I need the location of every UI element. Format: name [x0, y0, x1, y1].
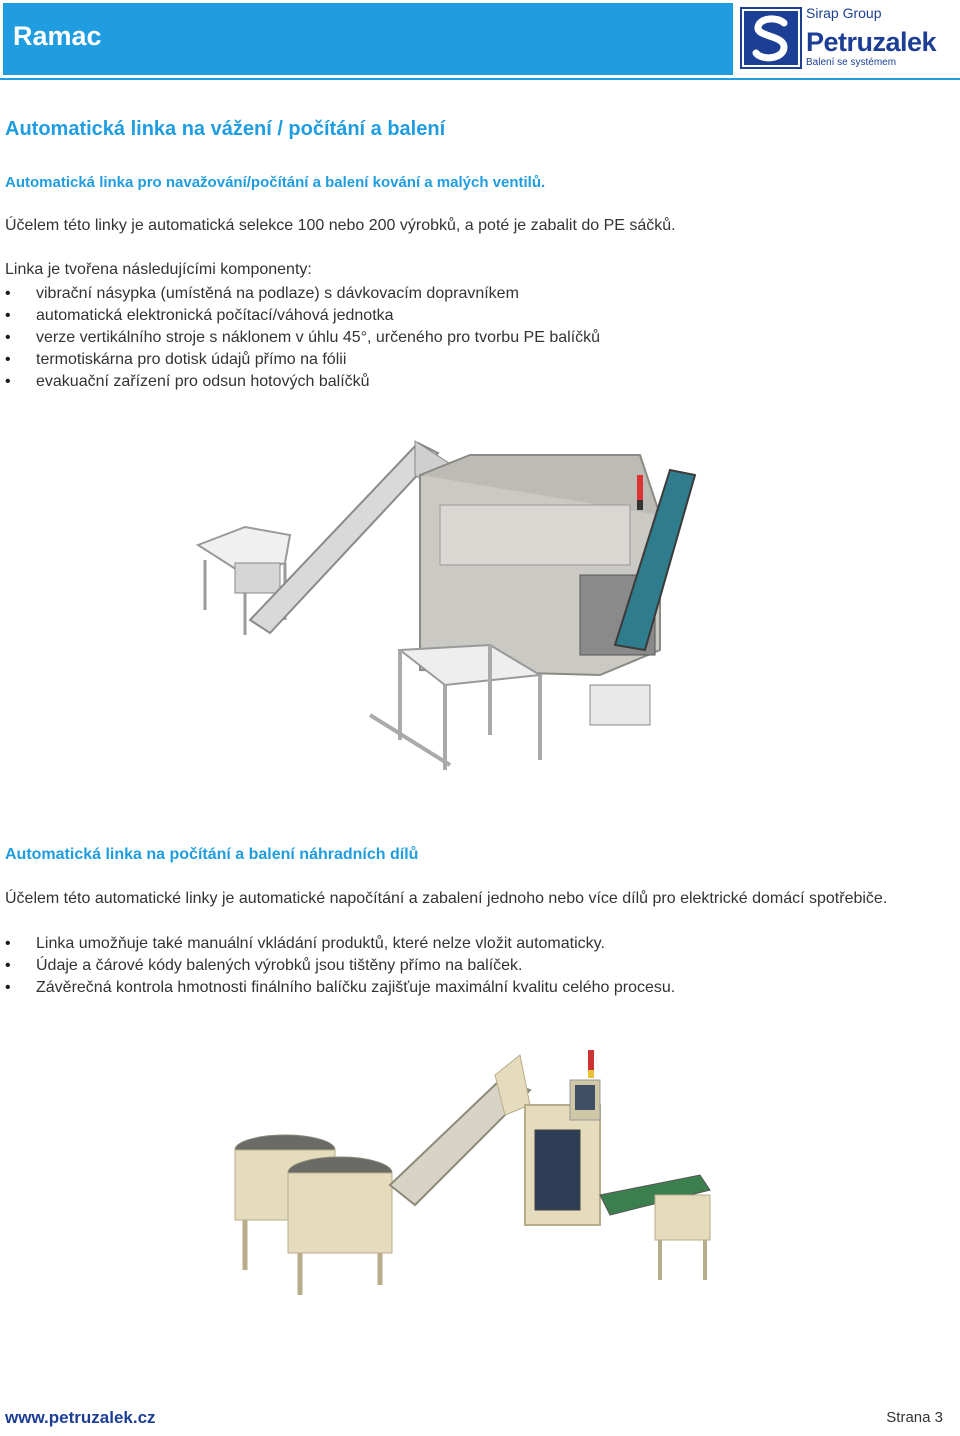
brand-title: Ramac [13, 21, 102, 51]
list-item: • verze vertikálního stroje s náklonem v úhlu 45°, určeného pro tvorbu PE balíčků [5, 327, 600, 349]
section1-subheading: Automatická linka pro navažování/počítání a balení kování a malých ventilů. [5, 174, 546, 191]
petruzalek-logo [740, 5, 955, 71]
brand-bar [3, 3, 733, 75]
page-header [0, 0, 960, 74]
counting-line-photo [230, 1045, 725, 1310]
footer-website-link[interactable]: www.petruzalek.cz [5, 1408, 156, 1427]
logo-tagline: Balení se systémem [806, 57, 897, 68]
list-item: • evakuační zařízení pro odsun hotových balíčků [5, 371, 600, 393]
section2-purpose: Účelem této automatické linky je automatické napočítání a zabalení jednoho nebo více dílů pro elektrické domácí spotřebiče. [5, 890, 888, 907]
list-item: • vibrační násypka (umístěná na podlaze) s dávkovacím dopravníkem [5, 283, 600, 305]
list-item: • Závěrečná kontrola hmotnosti finálního balíčku zajišťuje maximální kvalitu celého procesu. [5, 977, 675, 999]
section1-heading: Automatická linka na vážení / počítání a balení [5, 118, 446, 140]
features-list [5, 933, 675, 999]
list-item: • Údaje a čárové kódy balených výrobků jsou tištěny přímo na balíček. [5, 955, 675, 977]
page-number: Strana 3 [886, 1409, 943, 1426]
list-item: • automatická elektronická počítací/váhová jednotka [5, 305, 600, 327]
logo-group: Sirap Group [806, 5, 882, 21]
logo-s-mark-icon [740, 7, 802, 69]
components-list [5, 283, 600, 393]
logo-name: Petruzalek [806, 27, 937, 57]
list-item: • termotiskárna pro dotisk údajů přímo na fólii [5, 349, 600, 371]
section2-heading: Automatická linka na počítání a balení náhradních dílů [5, 846, 419, 863]
header-divider [0, 78, 960, 80]
list-item: • Linka umožňuje také manuální vkládání produktů, které nelze vložit automaticky. [5, 933, 675, 955]
section1-purpose: Účelem této linky je automatická selekce 100 nebo 200 výrobků, a poté je zabalit do PE sáčků. [5, 217, 676, 234]
weighing-line-photo [190, 435, 700, 780]
components-intro: Linka je tvořena následujícími komponenty: [5, 261, 312, 278]
